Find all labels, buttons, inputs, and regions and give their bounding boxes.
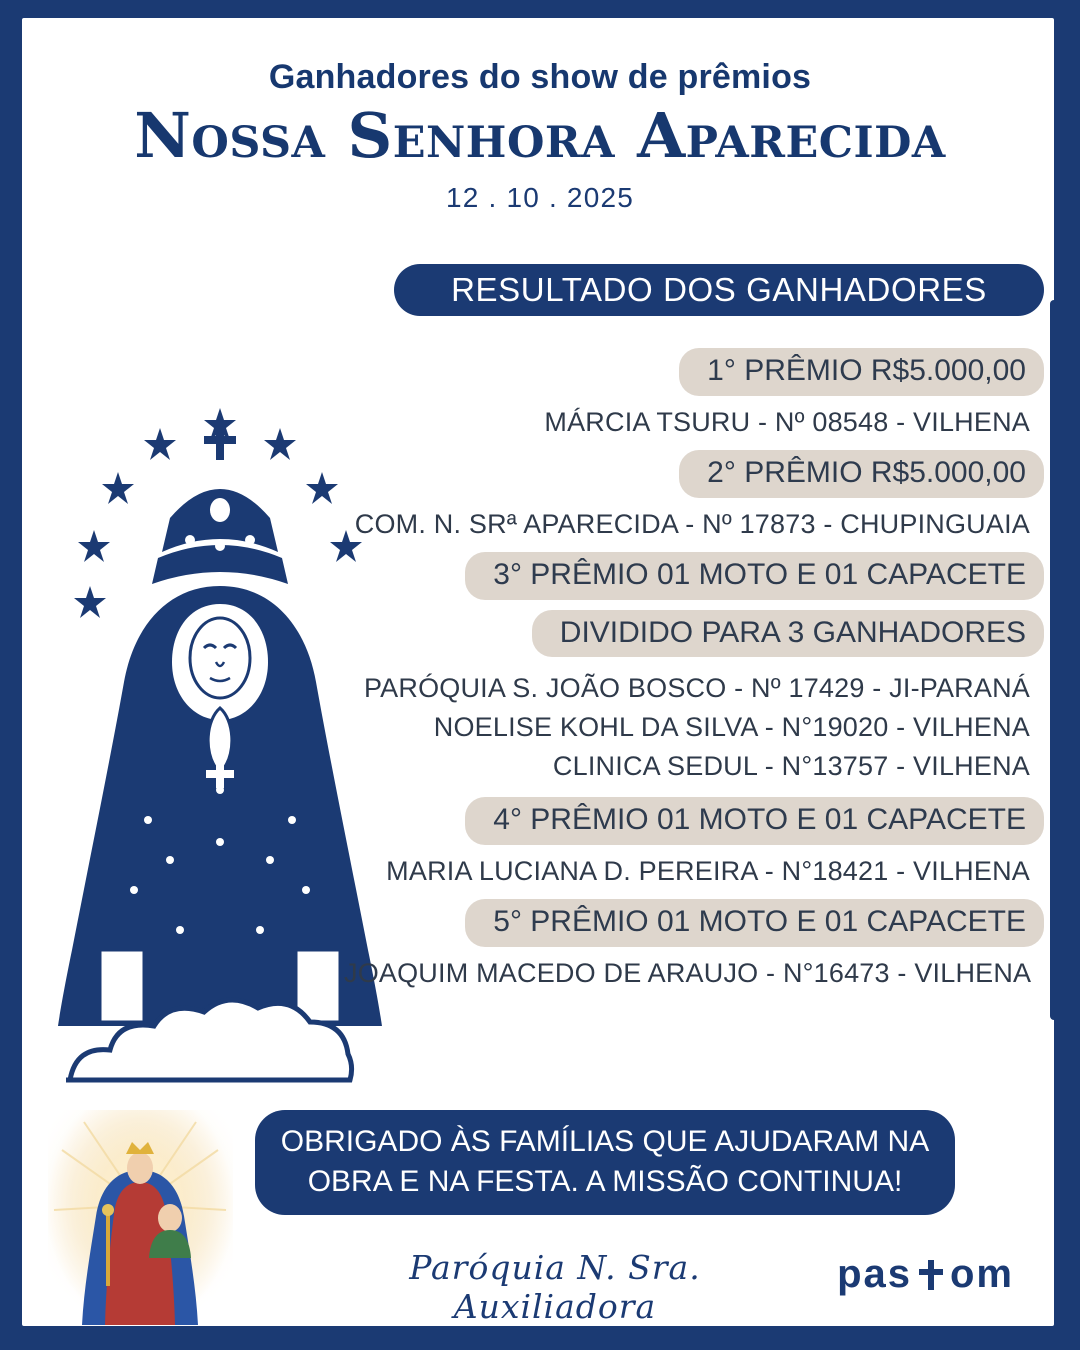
thank-you-line-2: OBRA E NA FESTA. A MISSÃO CONTINUA! bbox=[307, 1164, 903, 1198]
pascom-logo-left: pas bbox=[837, 1252, 912, 1296]
prize-pill: 1° PRÊMIO R$5.000,00 bbox=[679, 348, 1044, 396]
thank-you-line-1: OBRIGADO ÀS FAMÍLIAS QUE AJUDARAM NA bbox=[280, 1125, 930, 1158]
prize-pill: 5° PRÊMIO 01 MOTO E 01 CAPACETE bbox=[465, 899, 1044, 947]
event-date: 12 . 10 . 2025 bbox=[445, 182, 635, 214]
prize-block-3 bbox=[344, 552, 1044, 791]
prize-winner-group bbox=[344, 657, 1044, 791]
prize-winner: MARIA LUCIANA D. PEREIRA - N°18421 - VILHENA bbox=[386, 855, 1030, 886]
pascom-logo bbox=[837, 1252, 1014, 1297]
our-lady-help-of-christians-photo bbox=[48, 1110, 233, 1325]
header-kicker: Ganhadores do show de prêmios bbox=[268, 58, 812, 96]
prize-list bbox=[344, 348, 1044, 1001]
cross-icon bbox=[914, 1258, 948, 1292]
prize-split-note: DIVIDIDO PARA 3 GANHADORES bbox=[532, 610, 1044, 658]
prize-block-1 bbox=[344, 348, 1044, 444]
prize-winner: MÁRCIA TSURU - Nº 08548 - VILHENA bbox=[544, 406, 1030, 437]
prize-pill: 2° PRÊMIO R$5.000,00 bbox=[679, 450, 1044, 498]
prize-block-5 bbox=[344, 899, 1044, 995]
prize-pill: 4° PRÊMIO 01 MOTO E 01 CAPACETE bbox=[465, 797, 1044, 845]
prize-winner: COM. N. SRª APARECIDA - Nº 17873 - CHUPINGUAIA bbox=[354, 508, 1030, 539]
page-title: Nossa Senhora Aparecida bbox=[134, 99, 946, 172]
pascom-logo-right: om bbox=[950, 1252, 1014, 1296]
prize-block-2 bbox=[344, 450, 1044, 546]
poster-header bbox=[0, 58, 1080, 214]
parish-signature: Paróquia N. Sra. Auxiliadora bbox=[409, 1248, 701, 1326]
prize-winner: JOAQUIM MACEDO DE ARAUJO - N°16473 - VILHENA bbox=[344, 957, 1032, 988]
thank-you-message bbox=[255, 1110, 955, 1215]
prize-winner: NOELISE KOHL DA SILVA - N°19020 - VILHENA bbox=[433, 711, 1030, 742]
prize-block-4 bbox=[344, 797, 1044, 893]
prize-pill: 3° PRÊMIO 01 MOTO E 01 CAPACETE bbox=[465, 552, 1044, 600]
prize-winner: PARÓQUIA S. JOÃO BOSCO - Nº 17429 - JI-PARANÁ bbox=[363, 673, 1030, 704]
results-banner-label: RESULTADO DOS GANHADORES bbox=[451, 271, 987, 308]
results-banner bbox=[394, 264, 1044, 316]
prize-winner: CLINICA SEDUL - N°13757 - VILHENA bbox=[552, 750, 1030, 781]
right-accent-bar bbox=[1050, 300, 1080, 1020]
